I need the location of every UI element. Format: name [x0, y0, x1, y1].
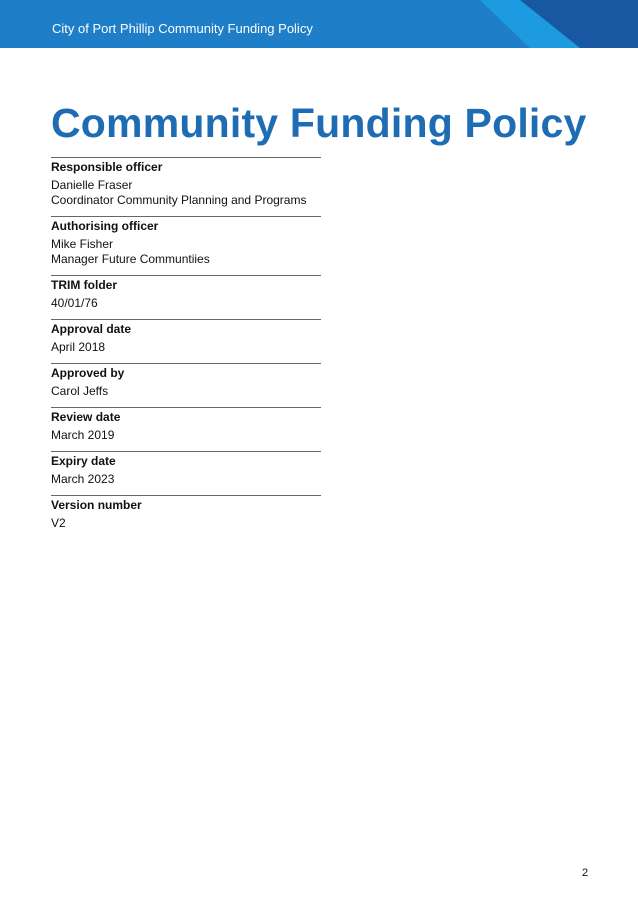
- field-approval-date: [51, 319, 321, 363]
- header-title: City of Port Phillip Community Funding Policy: [52, 21, 313, 36]
- field-value-line: 40/01/76: [51, 296, 98, 310]
- field-value: [51, 340, 105, 355]
- field-value-line: April 2018: [51, 340, 106, 354]
- field-approved-by: [51, 363, 321, 407]
- header-band: [0, 0, 638, 48]
- field-responsible-officer: [51, 157, 321, 216]
- field-value-line: V2: [51, 516, 66, 530]
- field-label: Version number: [51, 498, 142, 512]
- field-label: Approved by: [51, 366, 125, 380]
- policy-details: [51, 157, 321, 539]
- field-value: [51, 472, 114, 487]
- field-trim-folder: [51, 275, 321, 319]
- field-version-number: [51, 495, 321, 539]
- field-label: Review date: [51, 410, 121, 424]
- field-value-line: Danielle Fraser: [51, 178, 133, 192]
- field-value-line: Coordinator Community Planning and Programs: [51, 193, 307, 207]
- field-authorising-officer: [51, 216, 321, 275]
- field-value: [51, 384, 108, 399]
- field-value-line: Carol Jeffs: [51, 384, 109, 398]
- page-title: Community Funding Policy: [51, 100, 587, 146]
- field-value: [51, 428, 114, 443]
- field-label: Authorising officer: [51, 219, 159, 233]
- field-label: Responsible officer: [51, 160, 163, 174]
- field-value-line: Mike Fisher: [51, 237, 114, 251]
- field-value: [51, 516, 66, 531]
- field-value-line: March 2023: [51, 472, 115, 486]
- field-value: [51, 296, 98, 311]
- field-label: TRIM folder: [51, 278, 117, 292]
- page-number: 2: [582, 867, 589, 879]
- field-label: Expiry date: [51, 454, 116, 468]
- field-label: Approval date: [51, 322, 132, 336]
- field-value-line: Manager Future Communtiies: [51, 252, 210, 266]
- field-expiry-date: [51, 451, 321, 495]
- field-value-line: March 2019: [51, 428, 115, 442]
- field-value: [51, 237, 210, 267]
- field-review-date: [51, 407, 321, 451]
- field-value: [51, 178, 306, 208]
